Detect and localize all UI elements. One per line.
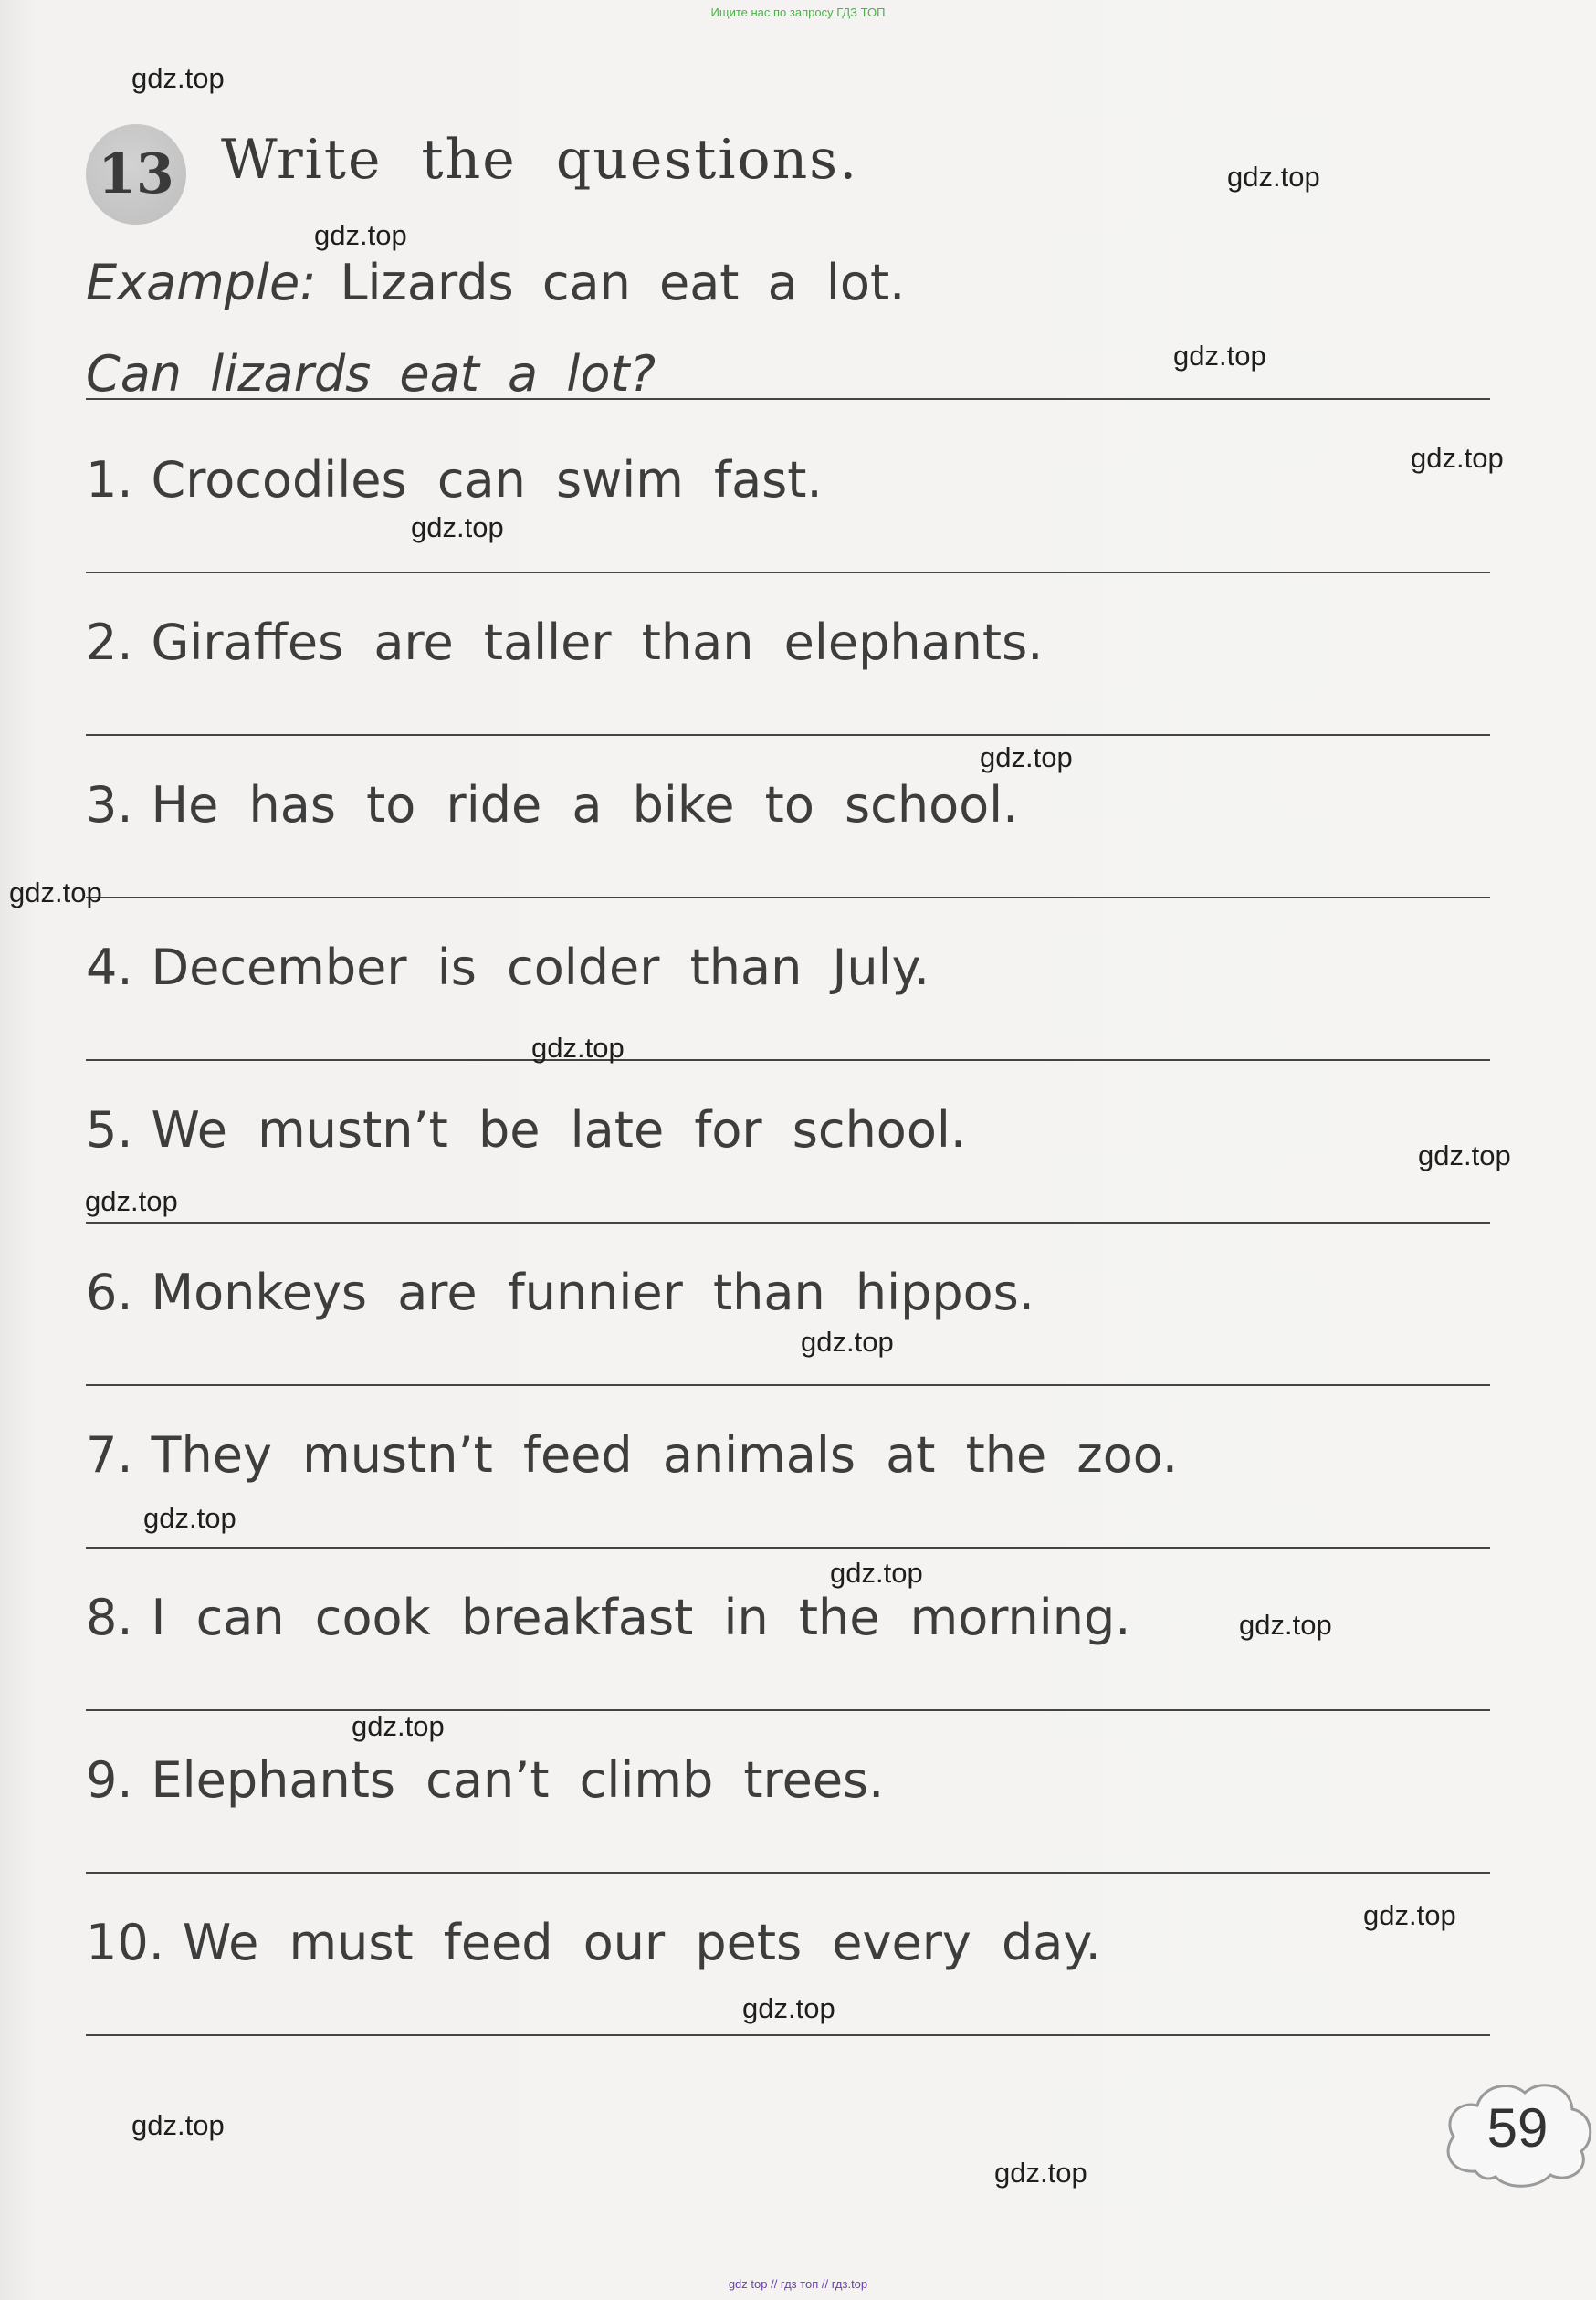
watermark: gdz.top <box>801 1326 894 1358</box>
watermark: gdz.top <box>9 877 102 908</box>
item-text <box>86 1426 1178 1484</box>
watermark: gdz.top <box>830 1557 923 1589</box>
exercise-number: 13 <box>98 142 174 206</box>
answer-line[interactable] <box>86 1872 1490 1874</box>
answer-line[interactable] <box>86 734 1490 736</box>
item-number: 4. <box>86 939 133 996</box>
watermark: gdz.top <box>1239 1609 1332 1641</box>
exercise-item <box>86 939 1490 1030</box>
watermark: gdz.top <box>352 1710 445 1742</box>
exercise-item <box>86 1751 1490 1843</box>
watermark: gdz.top <box>411 511 504 543</box>
exercise-item <box>86 1914 1490 2005</box>
example-answer: Can lizards eat a lot? <box>86 345 656 403</box>
watermark: gdz.top <box>131 2109 225 2141</box>
header-note: Ищите нас по запросу ГДЗ ТОП <box>710 5 886 19</box>
watermark: gdz.top <box>131 62 225 94</box>
answer-line[interactable] <box>86 2034 1490 2036</box>
example-label: Example: <box>86 254 317 311</box>
item-number: 2. <box>86 614 133 671</box>
example-answer-line <box>86 398 1490 400</box>
answer-line[interactable] <box>86 1384 1490 1386</box>
watermark: gdz.top <box>1227 161 1320 193</box>
watermark: gdz.top <box>1411 442 1504 474</box>
watermark: gdz.top <box>994 2157 1087 2189</box>
exercise-item <box>86 1101 1490 1192</box>
item-text <box>86 1751 884 1809</box>
item-text <box>86 1589 1130 1646</box>
watermark: gdz.top <box>531 1032 625 1064</box>
watermark: gdz.top <box>980 741 1073 773</box>
exercise-item <box>86 776 1490 867</box>
item-sentence: Crocodiles can swim fast. <box>151 451 823 509</box>
watermark: gdz.top <box>1418 1139 1511 1171</box>
example-line <box>86 254 905 311</box>
watermark: gdz.top <box>85 1185 178 1217</box>
item-number: 1. <box>86 451 133 509</box>
item-number: 10. <box>86 1914 164 1971</box>
item-sentence: I can cook breakfast in the morning. <box>151 1589 1131 1646</box>
footer-note: gdz top // гдз топ // гдз.top <box>728 2277 868 2291</box>
item-number: 3. <box>86 776 133 834</box>
item-text <box>86 776 1018 834</box>
item-number: 6. <box>86 1264 133 1321</box>
exercise-header <box>86 124 908 225</box>
answer-line[interactable] <box>86 1709 1490 1711</box>
item-sentence: Monkeys are funnier than hippos. <box>151 1264 1034 1321</box>
item-text <box>86 939 929 996</box>
watermark: gdz.top <box>742 1992 835 2024</box>
item-text <box>86 1264 1034 1321</box>
item-sentence: They mustn’t feed animals at the zoo. <box>151 1426 1179 1484</box>
answer-line[interactable] <box>86 897 1490 898</box>
page-number-badge <box>1435 2073 1596 2191</box>
watermark: gdz.top <box>314 219 407 251</box>
item-sentence: Elephants can’t climb trees. <box>151 1751 885 1809</box>
watermark: gdz.top <box>1363 1899 1456 1931</box>
item-text <box>86 1914 1101 1971</box>
item-number: 5. <box>86 1101 133 1159</box>
item-text <box>86 614 1043 671</box>
item-sentence: December is colder than July. <box>151 939 930 996</box>
item-sentence: We mustn’t be late for school. <box>151 1101 967 1159</box>
answer-line[interactable] <box>86 1547 1490 1549</box>
exercise-title: Write the questions. <box>221 128 859 192</box>
answer-line[interactable] <box>86 1059 1490 1061</box>
example-statement: Lizards can eat a lot. <box>340 254 906 311</box>
exercise-item <box>86 451 1490 542</box>
item-number: 9. <box>86 1751 133 1809</box>
answer-line[interactable] <box>86 1222 1490 1224</box>
watermark: gdz.top <box>1173 340 1266 372</box>
item-sentence: We must feed our pets every day. <box>182 1914 1101 1971</box>
item-sentence: Giraffes are taller than elephants. <box>151 614 1044 671</box>
watermark: gdz.top <box>143 1502 236 1534</box>
item-number: 8. <box>86 1589 133 1646</box>
exercise-item <box>86 1426 1490 1518</box>
answer-line[interactable] <box>86 572 1490 573</box>
item-text <box>86 1101 966 1159</box>
exercise-item <box>86 614 1490 705</box>
page-number: 59 <box>1486 2097 1549 2158</box>
item-number: 7. <box>86 1426 133 1484</box>
item-sentence: He has to ride a bike to school. <box>151 776 1019 834</box>
exercise-item <box>86 1264 1490 1355</box>
item-text <box>86 451 823 509</box>
